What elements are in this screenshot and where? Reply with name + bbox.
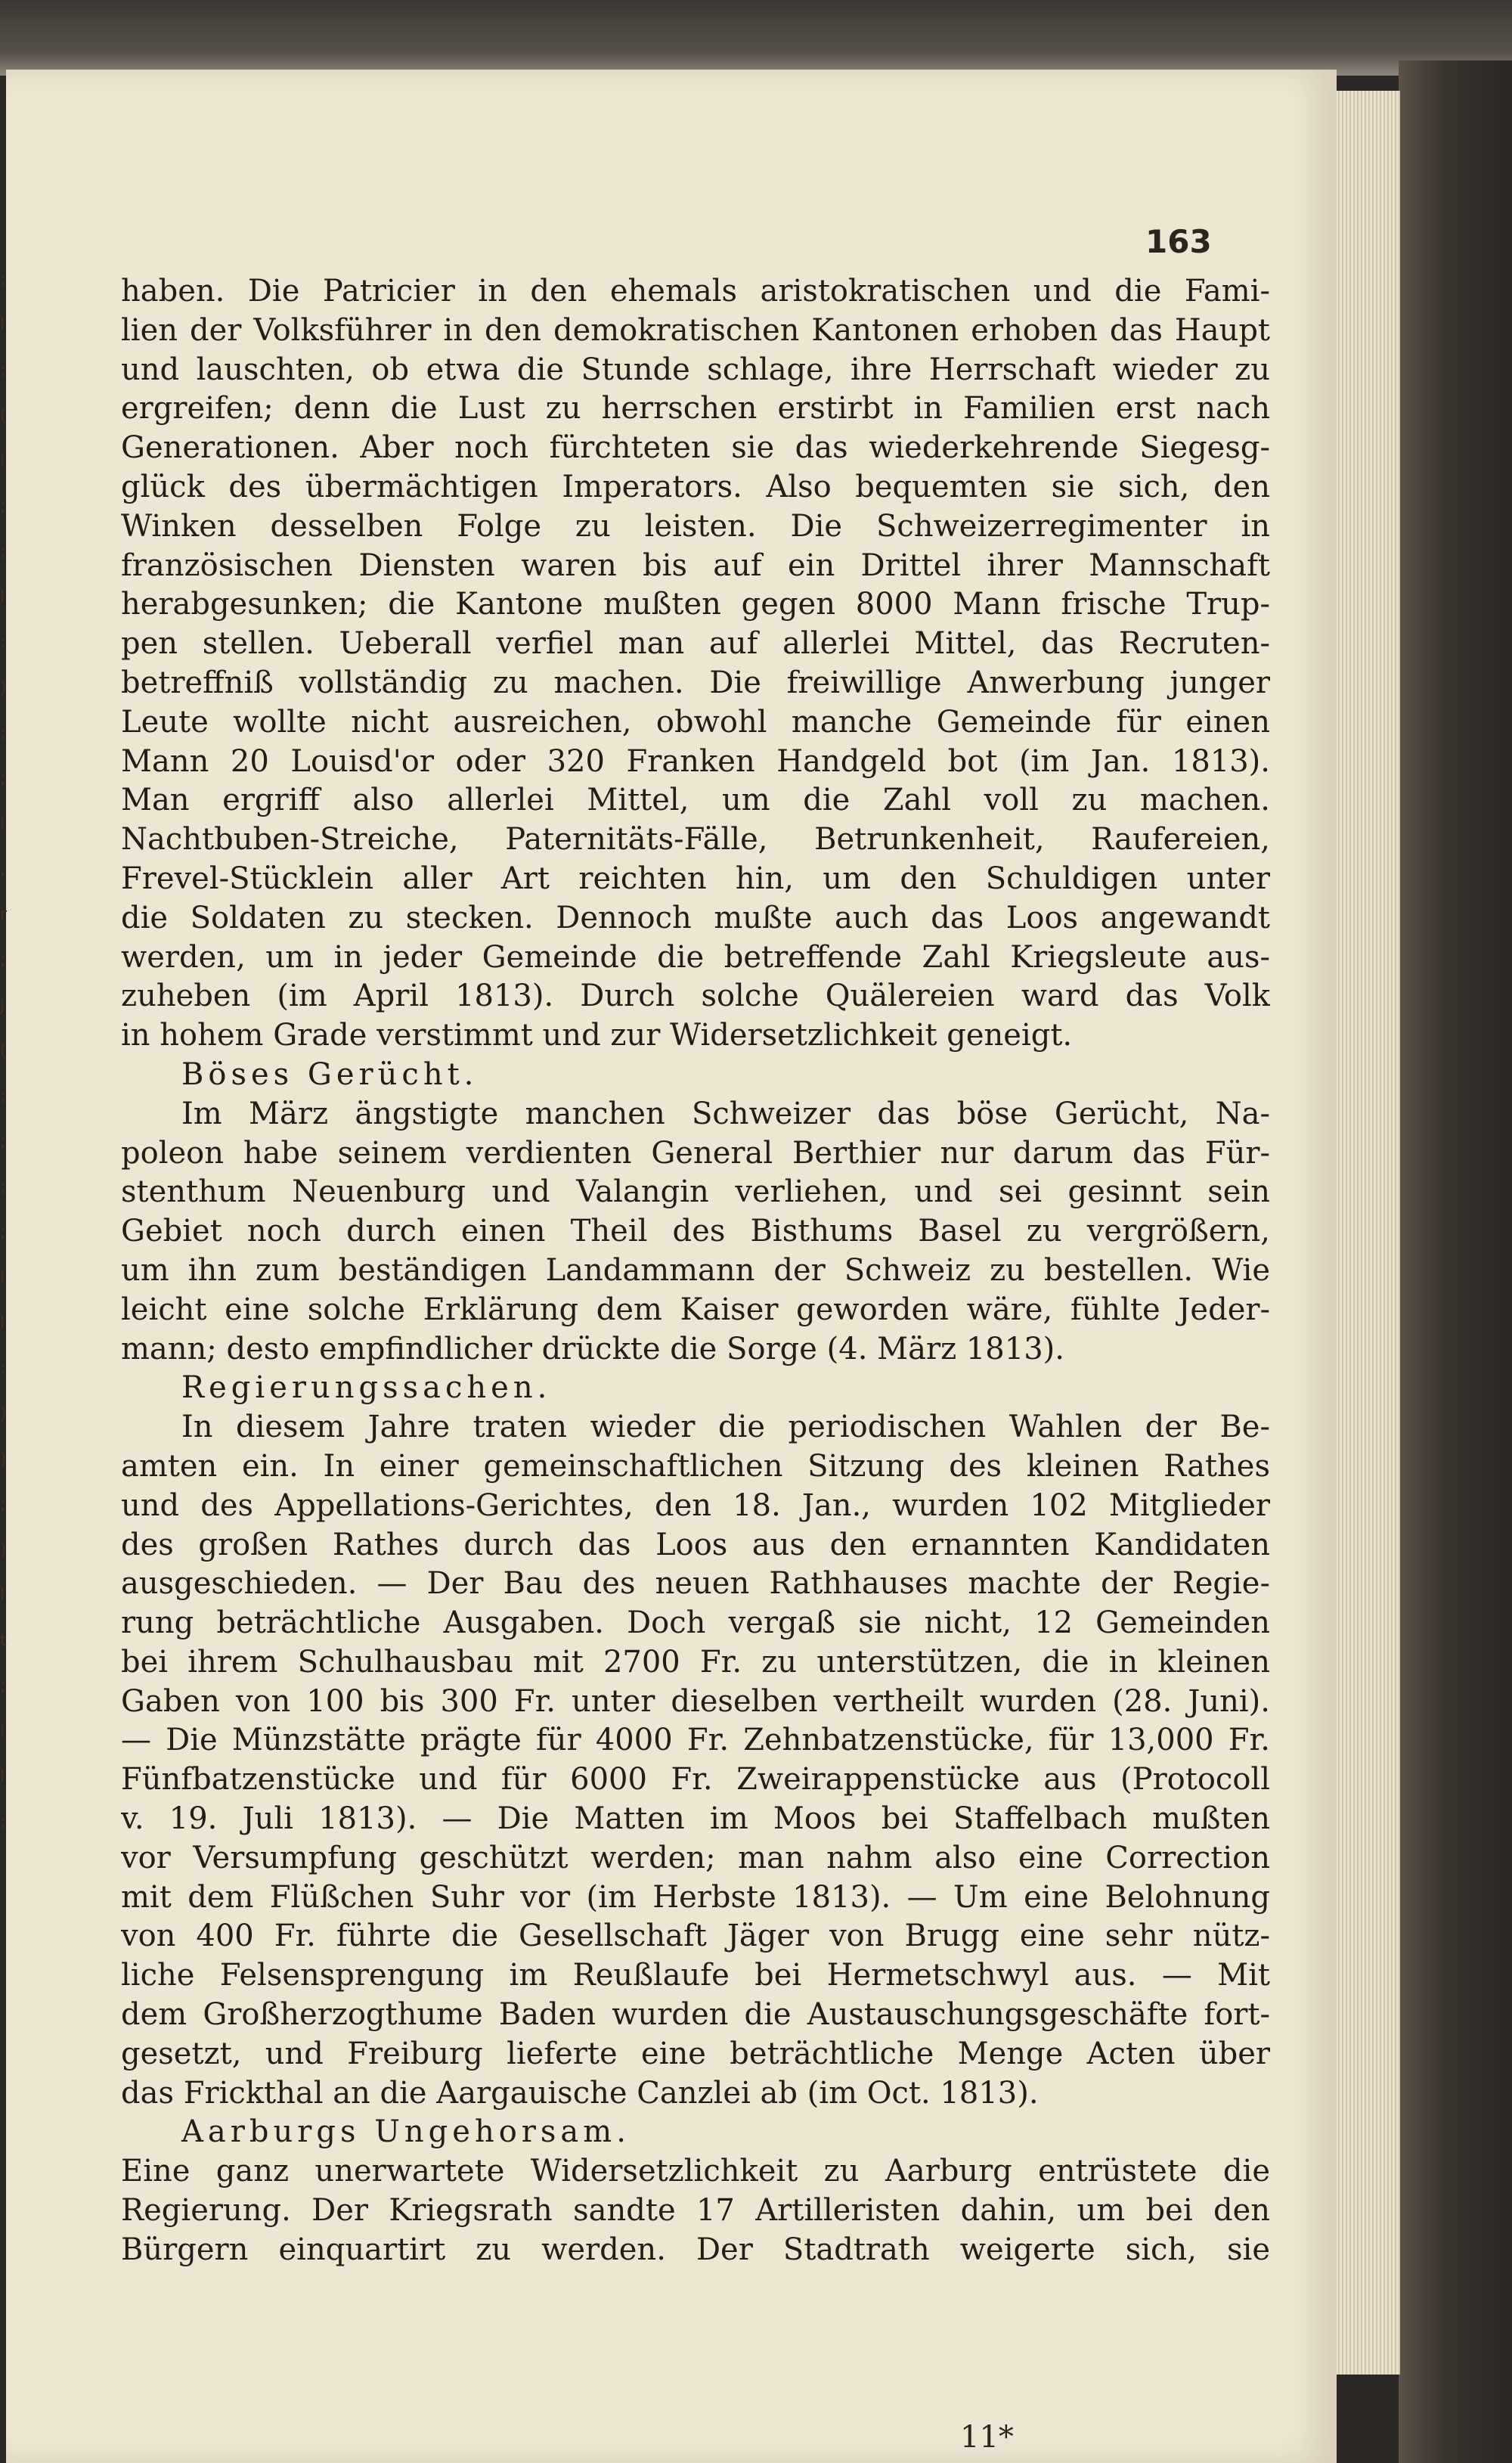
text-line: Winken desselben Folge zu leisten. Die Schweizerregimenter in	[121, 508, 1270, 544]
text-line: französischen Diensten waren bis auf ein Drittel ihrer Mannschaft	[121, 548, 1270, 583]
text-line: und lauschten, ob etwa die Stunde schlage, ihre Herrschaft wieder zu	[121, 352, 1270, 387]
margin-fragment: ;	[0, 1087, 6, 1106]
text-line: Nachtbuben-Streiche, Paternitäts-Fälle, Betrunkenheit, Raufereien,	[121, 822, 1270, 858]
margin-fragment: ;	[0, 497, 6, 516]
margin-fragment: ;	[0, 1813, 6, 1832]
text-line: des großen Rathes durch das Loos aus den ernannten Kandidaten	[121, 1527, 1270, 1562]
margin-fragment: ,	[0, 860, 5, 879]
margin-fragment: l	[0, 1767, 5, 1786]
text-line: ergreifen; denn die Lust zu herrschen erstirbt in Familien erst nach	[121, 391, 1270, 427]
body-text	[121, 272, 1270, 2270]
text-line: gesetzt, und Freiburg lieferte eine beträchtliche Menge Acten über	[121, 2036, 1270, 2071]
book-spine-shadow	[1399, 60, 1512, 2463]
margin-fragment: l	[0, 814, 5, 833]
margin-fragment: (	[0, 1041, 7, 1060]
text-line: herabgesunken; die Kantone mußten gegen 8000 Mann frische Trup-	[121, 587, 1270, 622]
margin-fragment: r	[0, 905, 8, 924]
text-line: Gebiet noch durch einen Theil des Bisthums Basel zu vergrößern,	[121, 1214, 1270, 1249]
section-heading: Böses Gerücht.	[181, 1056, 479, 1092]
margin-fragment: ;	[0, 542, 6, 561]
margin-fragment: ;	[0, 951, 6, 969]
text-line: Generationen. Aber noch fürchteten sie das wiederkehrende Siegesg-	[121, 430, 1270, 466]
text-line: liche Felsensprengung im Reußlaufe bei Hermetschwyl aus. — Mit	[121, 1958, 1270, 1993]
margin-fragment: t	[0, 1631, 7, 1650]
text-line: Man ergriff also allerlei Mittel, um die Zahl voll zu machen.	[121, 783, 1270, 818]
text-line: Im März ängstigte manchen Schweizer das böse Gerücht, Na-	[181, 1096, 1270, 1131]
text-line: Leute wollte nicht ausreichen, obwohl manche Gemeinde für einen	[121, 704, 1270, 740]
margin-fragment: (	[0, 406, 7, 425]
margin-fragment: ;	[0, 1677, 6, 1695]
margin-fragment: )	[0, 678, 7, 697]
text-line: Eine ganz unerwartete Widersetzlichkeit zu Aarburg entrüstete die	[121, 2154, 1270, 2189]
margin-fragment: ;	[0, 361, 6, 380]
text-line: Gaben von 100 bis 300 Fr. unter dieselben vertheilt wurden (28. Juni).	[121, 1683, 1270, 1719]
text-line: mit dem Flüßchen Suhr vor (im Herbste 1813). — Um eine Belohnung	[121, 1879, 1270, 1915]
text-line: pen stellen. Ueberall verfiel man auf allerlei Mittel, das Recruten-	[121, 626, 1270, 662]
section-heading: Aarburgs Ungehorsam.	[181, 2114, 631, 2150]
signature-mark: 11*	[960, 2420, 1014, 2455]
margin-fragment: ;	[0, 1223, 6, 1242]
margin-fragment: l	[0, 1314, 5, 1332]
page-number: 163	[1145, 223, 1212, 260]
text-line: Frevel-Stücklein aller Art reichten hin, um den Schuldigen unter	[121, 861, 1270, 896]
margin-fragment: :	[0, 633, 6, 652]
margin-fragment: )	[0, 1450, 7, 1469]
text-line: von 400 Fr. führte die Gesellschaft Jäger von Brugg eine sehr nütz-	[121, 1919, 1270, 1954]
margin-fragment: l	[0, 1268, 5, 1287]
margin-fragment: l	[0, 315, 5, 334]
text-line: Bürgern einquartirt zu werden. Der Stadtrath weigerte sich, sie	[121, 2232, 1270, 2267]
margin-fragment: )	[0, 1540, 7, 1559]
text-line: — Die Münzstätte prägte für 4000 Fr. Zehnbatzenstücke, für 13,000 Fr.	[121, 1723, 1270, 1758]
margin-fragment: ;	[0, 1132, 6, 1151]
text-line: bei ihrem Schulhausbau mit 2700 Fr. zu unterstützen, die in kleinen	[121, 1644, 1270, 1680]
text-line: leicht eine solche Erklärung dem Kaiser geworden wäre, fühlte Jeder-	[121, 1292, 1270, 1327]
text-line: um ihn zum beständigen Landammann der Schweiz zu bestellen. Wie	[121, 1252, 1270, 1288]
text-line: dem Großherzogthume Baden wurden die Austauschungsgeschäfte fort-	[121, 1997, 1270, 2033]
text-line: stenthum Neuenburg und Valangin verliehen, und sei gesinnt sein	[121, 1174, 1270, 1210]
margin-fragment: ;	[0, 769, 6, 788]
margin-fragment: ;	[0, 270, 6, 289]
margin-fragment: l	[0, 588, 5, 606]
text-line: lien der Volksführer in den demokratischen Kantonen erhoben das Haupt	[121, 312, 1270, 348]
text-line: ausgeschieden. — Der Bau des neuen Rathhauses machte der Regie-	[121, 1566, 1270, 1602]
text-line: zuheben (im April 1813). Durch solche Quälereien ward das Volk	[121, 979, 1270, 1014]
facing-page-margin	[0, 257, 15, 2072]
text-line: glück des übermächtigen Imperators. Also bequemten sie sich, den	[121, 469, 1270, 504]
margin-fragment: l	[0, 1722, 5, 1741]
margin-fragment: ;	[0, 1495, 6, 1514]
section-heading: Regierungssachen.	[181, 1370, 552, 1406]
margin-fragment: l	[0, 1586, 5, 1605]
text-line: Regierung. Der Kriegsrath sandte 17 Artilleristen dahin, um bei den	[121, 2193, 1270, 2229]
text-line: betreffniß vollständig zu machen. Die freiwillige Anwerbung junger	[121, 665, 1270, 700]
margin-fragment: )	[0, 1404, 7, 1423]
text-line: In diesem Jahre traten wieder die periodischen Wahlen der Be-	[181, 1410, 1270, 1445]
text-line: die Soldaten zu stecken. Dennoch mußte auch das Loos angewandt	[121, 900, 1270, 935]
text-line: und des Appellations-Gerichtes, den 18. Jan., wurden 102 Mitglieder	[121, 1487, 1270, 1523]
text-line: Mann 20 Louisd'or oder 320 Franken Handgeld bot (im Jan. 1813).	[121, 743, 1270, 779]
margin-fragment: :	[0, 1359, 6, 1378]
text-line: das Frickthal an die Aargauische Canzlei ab (im Oct. 1813).	[121, 2075, 1039, 2111]
text-line: amten ein. In einer gemeinschaftlichen Sitzung des kleinen Rathes	[121, 1448, 1270, 1484]
text-line: in hohem Grade verstimmt und zur Widersetzlichkeit geneigt.	[121, 1018, 1073, 1053]
text-line: mann; desto empfindlicher drückte die Sorge (4. März 1813).	[121, 1331, 1064, 1366]
margin-fragment: ;	[0, 724, 6, 743]
margin-fragment: ;	[0, 1177, 6, 1196]
text-line: poleon habe seinem verdienten General Berthier nur darum das Für-	[121, 1135, 1270, 1171]
text-line: werden, um in jeder Gemeinde die betreffende Zahl Kriegsleute aus-	[121, 939, 1270, 975]
text-line: Fünfbatzenstücke und für 6000 Fr. Zweirappenstücke aus (Protocoll	[121, 1762, 1270, 1798]
margin-fragment: l	[0, 451, 5, 470]
margin-fragment: j	[0, 996, 5, 1015]
text-line: vor Versumpfung geschützt werden; man nahm also eine Correction	[121, 1840, 1270, 1875]
top-gutter-shadow	[0, 0, 1512, 76]
text-line: rung beträchtliche Ausgaben. Doch vergaß sie nicht, 12 Gemeinden	[121, 1605, 1270, 1641]
text-line: haben. Die Patricier in den ehemals aristokratischen und die Fami-	[121, 274, 1270, 309]
text-line: v. 19. Juli 1813). — Die Matten im Moos bei Staffelbach mußten	[121, 1801, 1270, 1837]
